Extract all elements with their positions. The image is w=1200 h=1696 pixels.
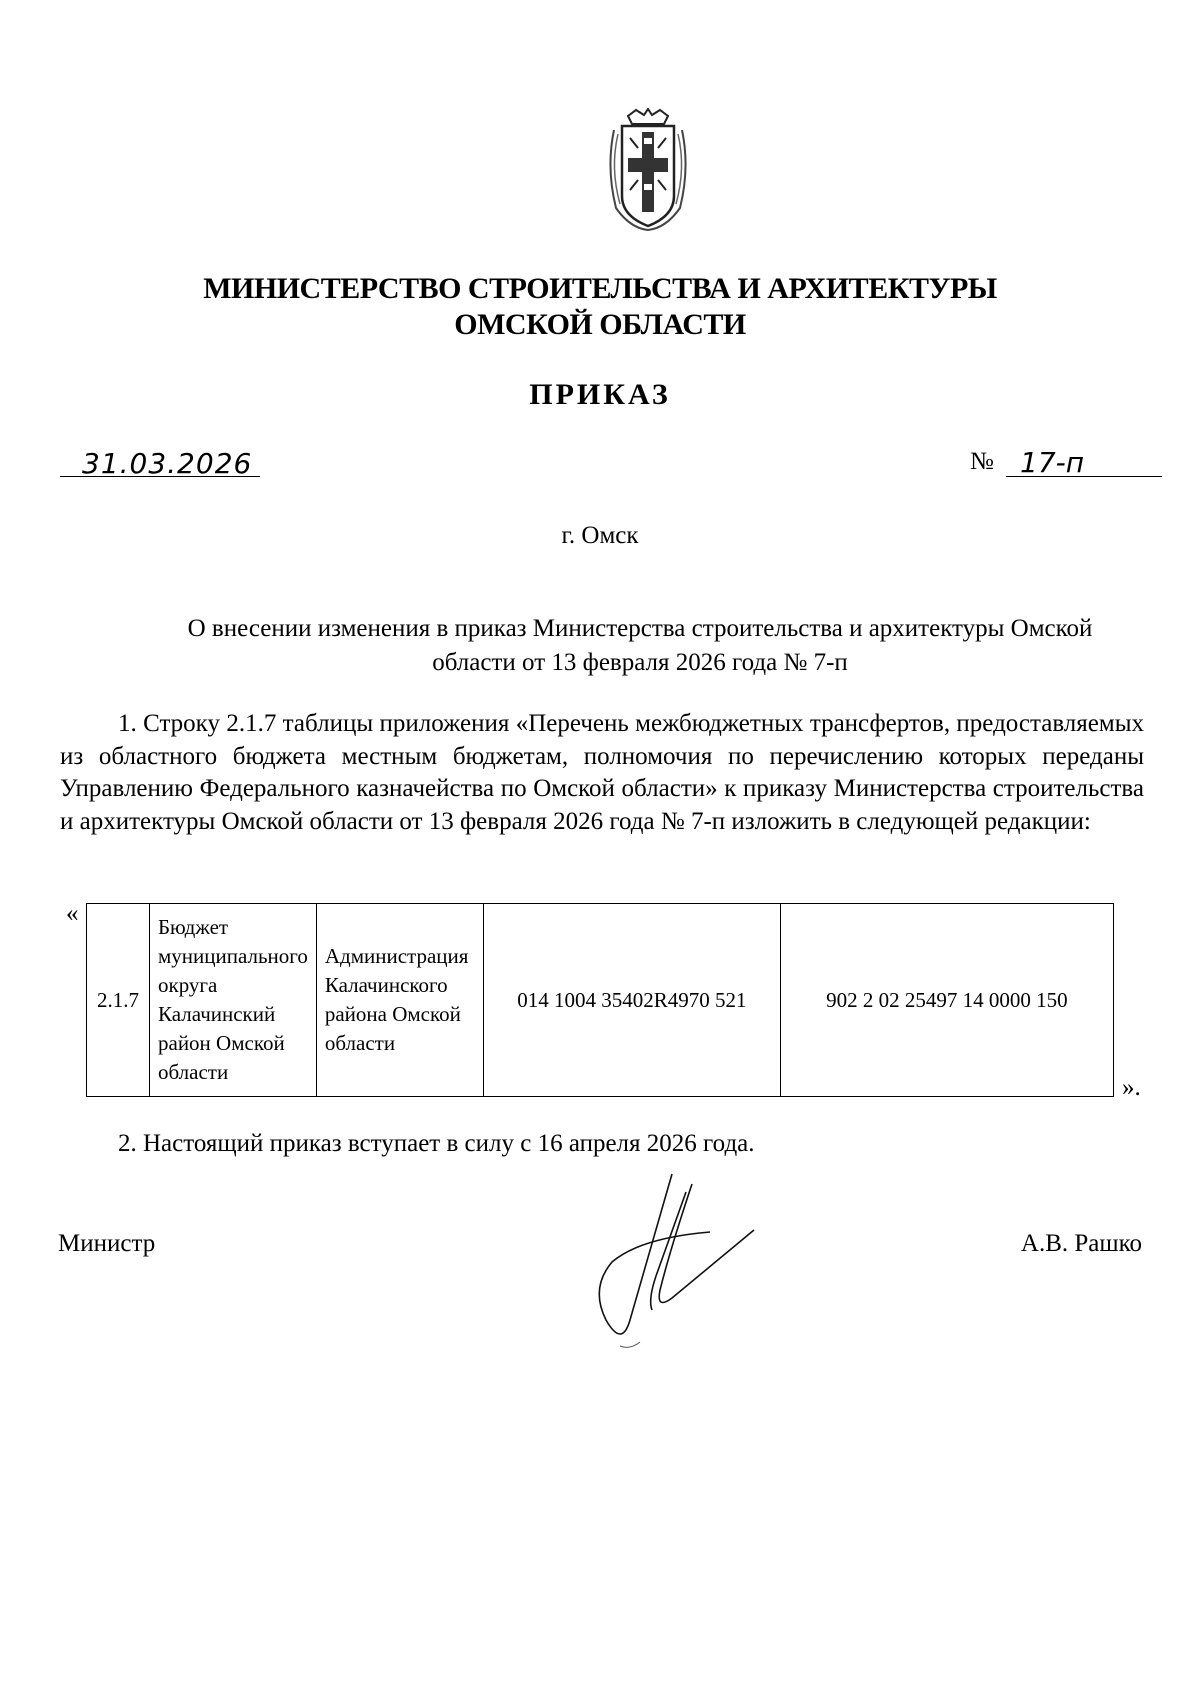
date-underline — [60, 475, 260, 477]
document-subject: О внесении изменения в приказ Министерства строительства и архитектуры Омской области от 13 февраля 2026 года № 7-п — [187, 615, 1093, 676]
document-type-title: ПРИКАЗ — [529, 378, 671, 411]
table-row — [87, 904, 1114, 1097]
cell-administrator: Администрация Калачинского района Омской области — [316, 904, 483, 1097]
city-label: г. Омск — [561, 522, 639, 549]
ministry-name-line-2: ОМСКОЙ ОБЛАСТИ — [454, 308, 746, 341]
handwritten-date: 31.03.2026 — [82, 447, 253, 480]
cell-row-number: 2.1.7 — [87, 904, 150, 1097]
cell-budget: Бюджет муниципального округа Калачинский район Омской области — [150, 904, 317, 1097]
number-sign: № — [970, 448, 994, 475]
coat-of-arms-emblem — [600, 108, 696, 232]
quote-open-mark: « — [66, 900, 79, 927]
cell-code-2: 902 2 02 25497 14 0000 150 — [780, 904, 1113, 1097]
signer-name: А.В. Рашко — [1020, 1230, 1142, 1257]
handwritten-signature — [560, 1170, 780, 1360]
paragraph-2: 2. Настоящий приказ вступает в силу с 16 апреля 2026 года. — [118, 1130, 755, 1157]
cell-code-1: 014 1004 35402R4970 521 — [483, 904, 780, 1097]
amended-table-row — [86, 903, 1114, 1097]
quote-close-mark: ». — [1122, 1074, 1141, 1101]
ministry-name-line-1: МИНИСТЕРСТВО СТРОИТЕЛЬСТВА И АРХИТЕКТУРЫ — [203, 272, 997, 305]
signer-title: Министр — [58, 1230, 156, 1257]
paragraph-1: 1. Строку 2.1.7 таблицы приложения «Перечень межбюджетных трансфертов, предоставляемых из областного бюджета местным бюджетам, полномочия по перечислению которых переданы Управлению Федерального казначейства по Омской области» к приказу Министерства строительства и архитектуры Омской области от 13 февраля 2026 года № 7-п изложить в следующей редакции: — [60, 710, 1144, 835]
number-underline — [1006, 475, 1162, 477]
handwritten-order-number: 17-п — [1020, 446, 1085, 479]
